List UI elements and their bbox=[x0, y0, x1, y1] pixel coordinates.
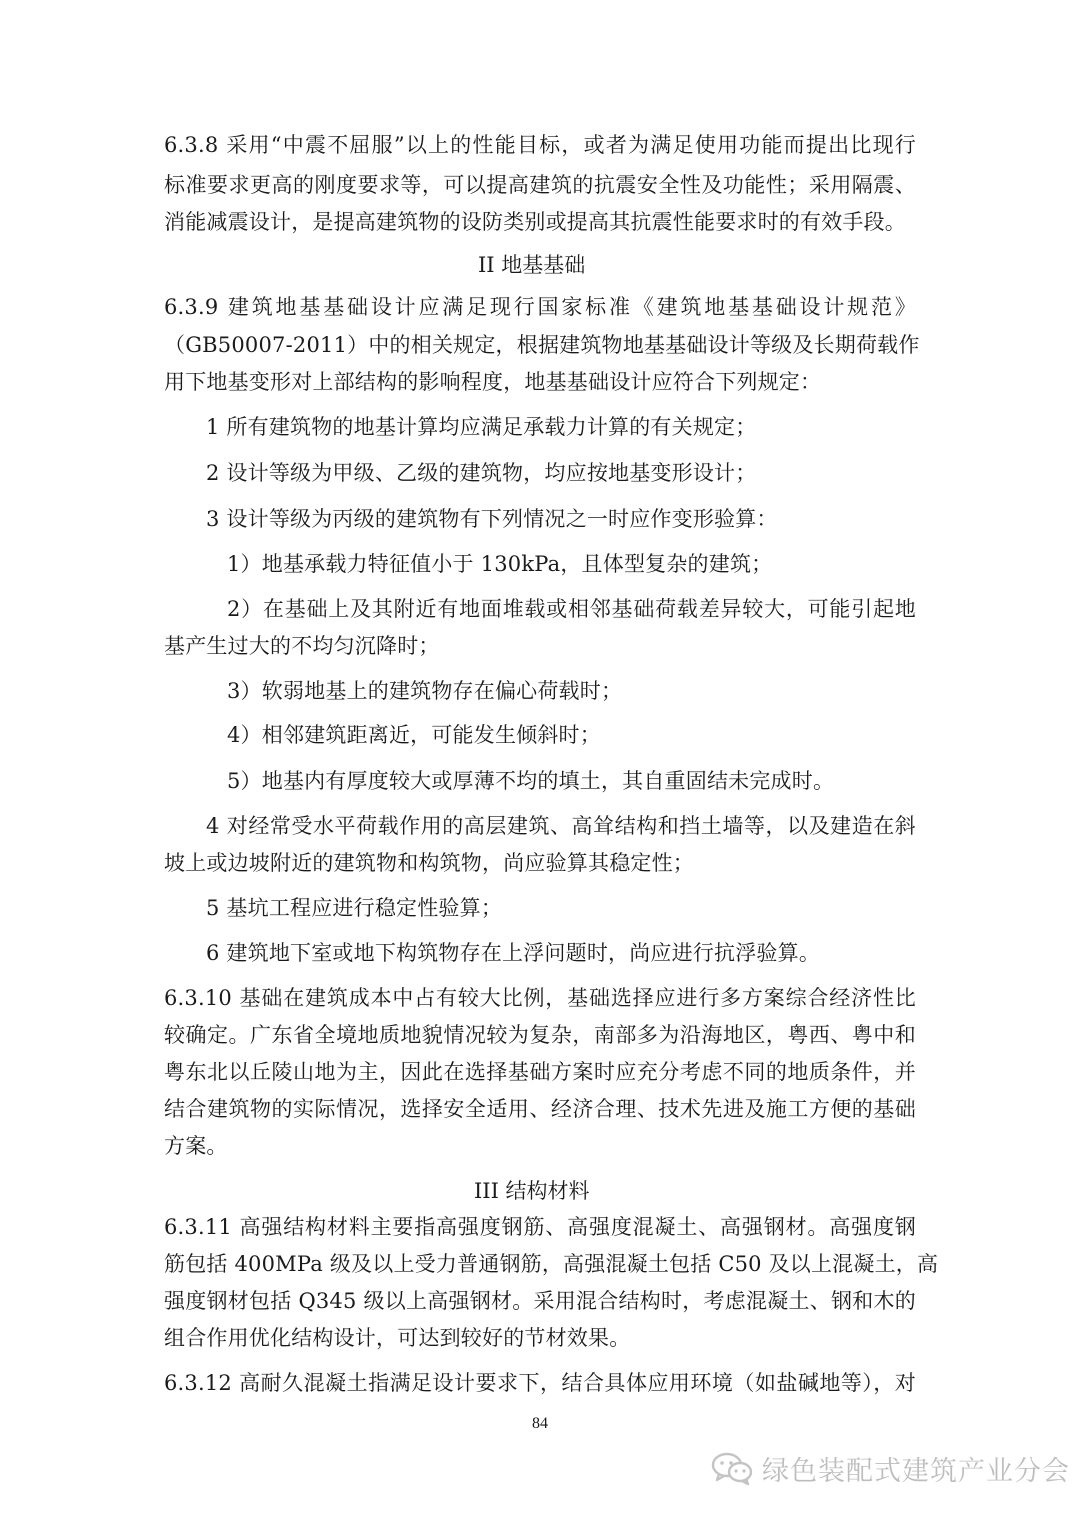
paragraph-line: 6.3.12 高耐久混凝土指满足设计要求下，结合具体应用环境（如盐碱地等），对 bbox=[164, 1371, 916, 1395]
paragraph-line: 6.3.10 基础在建筑成本中占有较大比例，基础选择应进行多方案综合经济性比 bbox=[164, 986, 916, 1010]
paragraph-line: 6.3.8 采用“中震不屈服”以上的性能目标，或者为满足使用功能而提出比现行 bbox=[164, 133, 916, 157]
list-item: 6 建筑地下室或地下构筑物存在上浮问题时，尚应进行抗浮验算。 bbox=[206, 941, 821, 965]
paragraph-line: 粤东北以丘陵山地为主，因此在选择基础方案时应充分考虑不同的地质条件，并 bbox=[164, 1060, 916, 1084]
list-item: 5 基坑工程应进行稳定性验算； bbox=[206, 896, 503, 920]
list-item: 1 所有建筑物的地基计算均应满足承载力计算的有关规定； bbox=[206, 415, 757, 439]
list-item: 4 对经常受水平荷载作用的高层建筑、高耸结构和挡土墙等，以及建造在斜 bbox=[206, 814, 916, 838]
list-item: 3 设计等级为丙级的建筑物有下列情况之一时应作变形验算： bbox=[206, 507, 778, 531]
paragraph-line: （GB50007-2011）中的相关规定，根据建筑物地基基础设计等级及长期荷载作 bbox=[164, 333, 920, 357]
paragraph-line: 结合建筑物的实际情况，选择安全适用、经济合理、技术先进及施工方便的基础 bbox=[164, 1097, 916, 1121]
page-number: 84 bbox=[532, 1415, 548, 1432]
list-subitem: 2）在基础上及其附近有地面堆载或相邻基础荷载差异较大，可能引起地 bbox=[227, 597, 916, 621]
paragraph-line: 强度钢材包括 Q345 级以上高强钢材。采用混合结构时，考虑混凝土、钢和木的 bbox=[164, 1289, 916, 1313]
paragraph-line: 方案。 bbox=[164, 1134, 228, 1158]
paragraph-line: 6.3.9 建筑地基基础设计应满足现行国家标准《建筑地基基础设计规范》 bbox=[164, 295, 916, 319]
wechat-icon bbox=[710, 1450, 754, 1486]
section-heading: II 地基基础 bbox=[478, 253, 586, 277]
paragraph-line: 组合作用优化结构设计，可达到较好的节材效果。 bbox=[164, 1326, 631, 1350]
list-item: 坡上或边坡附近的建筑物和构筑物，尚应验算其稳定性； bbox=[164, 851, 694, 875]
list-subitem: 5）地基内有厚度较大或厚薄不均的填土，其自重固结未完成时。 bbox=[227, 769, 835, 793]
list-subitem: 1）地基承载力特征值小于 130kPa，且体型复杂的建筑； bbox=[227, 552, 773, 576]
watermark-text: 绿色装配式建筑产业分会 bbox=[762, 1455, 1070, 1487]
watermark bbox=[710, 1444, 1070, 1492]
paragraph-line: 6.3.11 高强结构材料主要指高强度钢筋、高强度混凝土、高强钢材。高强度钢 bbox=[164, 1215, 916, 1239]
section-heading: III 结构材料 bbox=[474, 1179, 590, 1203]
list-subitem: 基产生过大的不均匀沉降时； bbox=[164, 634, 440, 658]
paragraph-line: 用下地基变形对上部结构的影响程度，地基基础设计应符合下列规定： bbox=[164, 370, 822, 394]
list-subitem: 3）软弱地基上的建筑物存在偏心荷载时； bbox=[227, 679, 623, 703]
paragraph-line: 消能减震设计，是提高建筑物的设防类别或提高其抗震性能要求时的有效手段。 bbox=[164, 210, 906, 234]
paragraph-line: 较确定。广东省全境地质地貌情况较为复杂，南部多为沿海地区，粤西、粤中和 bbox=[164, 1023, 916, 1047]
list-subitem: 4）相邻建筑距离近，可能发生倾斜时； bbox=[227, 723, 601, 747]
list-item: 2 设计等级为甲级、乙级的建筑物，均应按地基变形设计； bbox=[206, 461, 757, 485]
paragraph-line: 标准要求更高的刚度要求等，可以提高建筑的抗震安全性及功能性；采用隔震、 bbox=[164, 173, 916, 197]
paragraph-line: 筋包括 400MPa 级及以上受力普通钢筋，高强混凝土包括 C50 及以上混凝土，高 bbox=[164, 1252, 939, 1276]
